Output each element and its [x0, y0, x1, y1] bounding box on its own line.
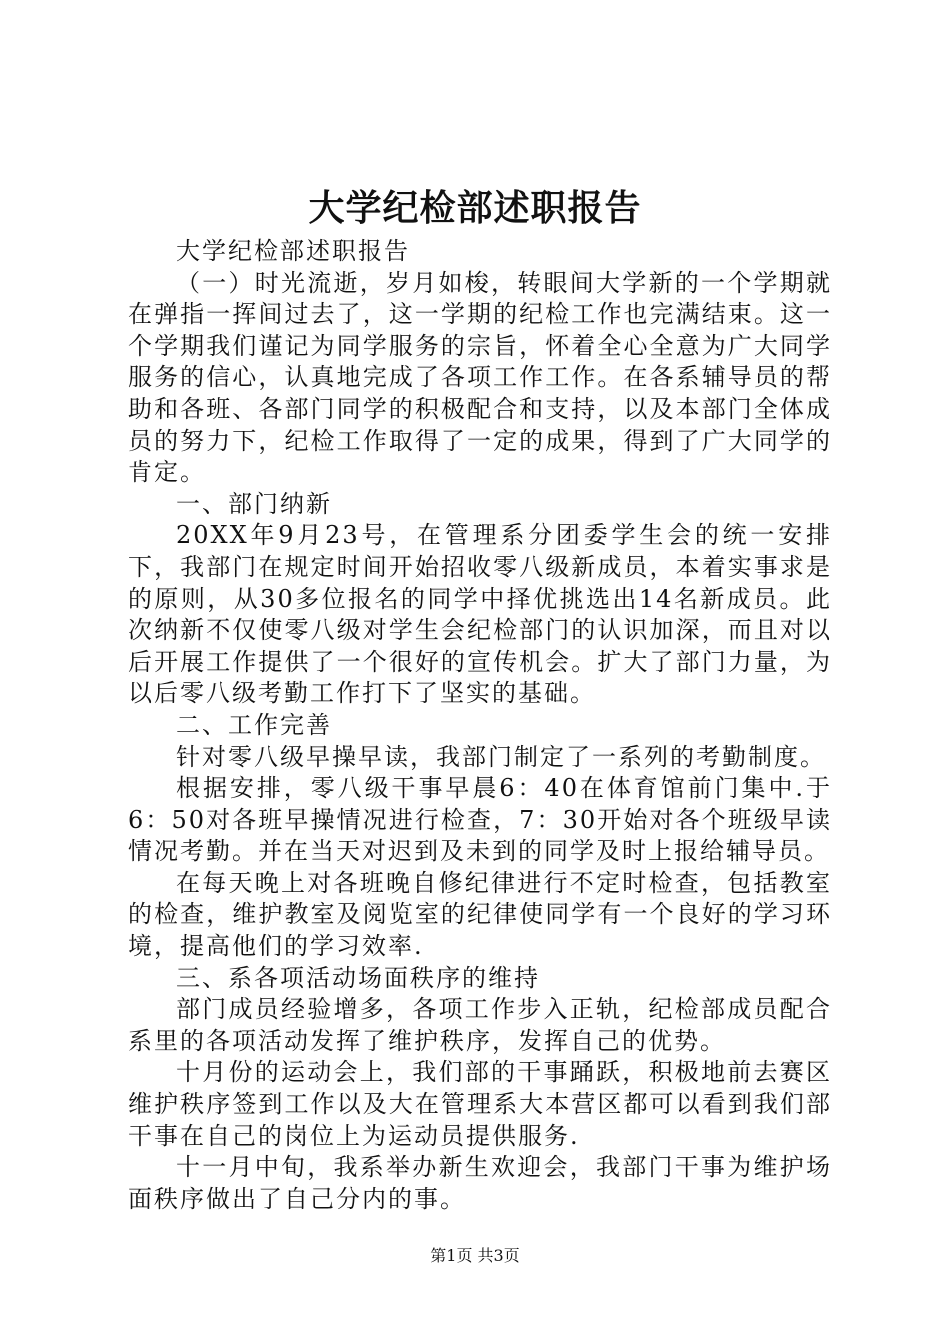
paragraph: 十一月中旬，我系举办新生欢迎会，我部门干事为维护场面秩序做出了自己分内的事。	[128, 1153, 832, 1213]
paragraph: 部门成员经验增多，各项工作步入正轨，纪检部成员配合系里的各项活动发挥了维护秩序，发挥自己的优势。	[128, 995, 832, 1055]
paragraph: 针对零八级早操早读，我部门制定了一系列的考勤制度。	[176, 742, 826, 771]
document-body	[128, 236, 832, 1215]
paragraph: 十月份的运动会上，我们部的干事踊跃，积极地前去赛区维护秩序签到工作以及大在管理系大本营区都可以看到我们部干事在自己的岗位上为运动员提供服务.	[128, 1058, 832, 1150]
section-heading-1: 一、部门纳新	[176, 489, 332, 518]
paragraph: 20XX年9月23号，在管理系分团委学生会的统一安排下，我部门在规定时间开始招收零八级新成员，本着实事求是的原则，从30多位报名的同学中择优挑选出14名新成员。此次纳新不仅使零八级对学生会纪检部门的认识加深，而且对以后开展工作提供了一个很好的宣传机会。扩大了部门力量，为以后零八级考勤工作打下了坚实的基础。	[128, 521, 832, 708]
paragraph-intro: （一）时光流逝，岁月如梭，转眼间大学新的一个学期就在弹指一挥间过去了，这一学期的纪检工作也完满结束。这一个学期我们谨记为同学服务的宗旨，怀着全心全意为广大同学服务的信心，认真地完成了各项工作工作。在各系辅导员的帮助和各班、各部门同学的积极配合和支持，以及本部门全体成员的努力下，纪检工作取得了一定的成果，得到了广大同学的肯定。	[128, 268, 832, 487]
page-number-footer: 第1页 共3页	[430, 1246, 520, 1265]
section-heading-3: 三、系各项活动场面秩序的维持	[176, 963, 540, 992]
paragraph: 在每天晚上对各班晚自修纪律进行不定时检查，包括教室的检查，维护教室及阅览室的纪律使同学有一个良好的学习环境，提高他们的学习效率.	[128, 868, 832, 961]
paragraph: 根据安排，零八级干事早晨6：40在体育馆前门集中.于6：50对各班早操情况进行检查，7：30开始对各个班级早读情况考勤。并在当天对迟到及未到的同学及时上报给辅导员。	[128, 774, 832, 866]
paragraph-subtitle: 大学纪检部述职报告	[176, 237, 410, 265]
section-heading-2: 二、工作完善	[176, 710, 332, 739]
document-title: 大学纪检部述职报告	[308, 187, 642, 229]
